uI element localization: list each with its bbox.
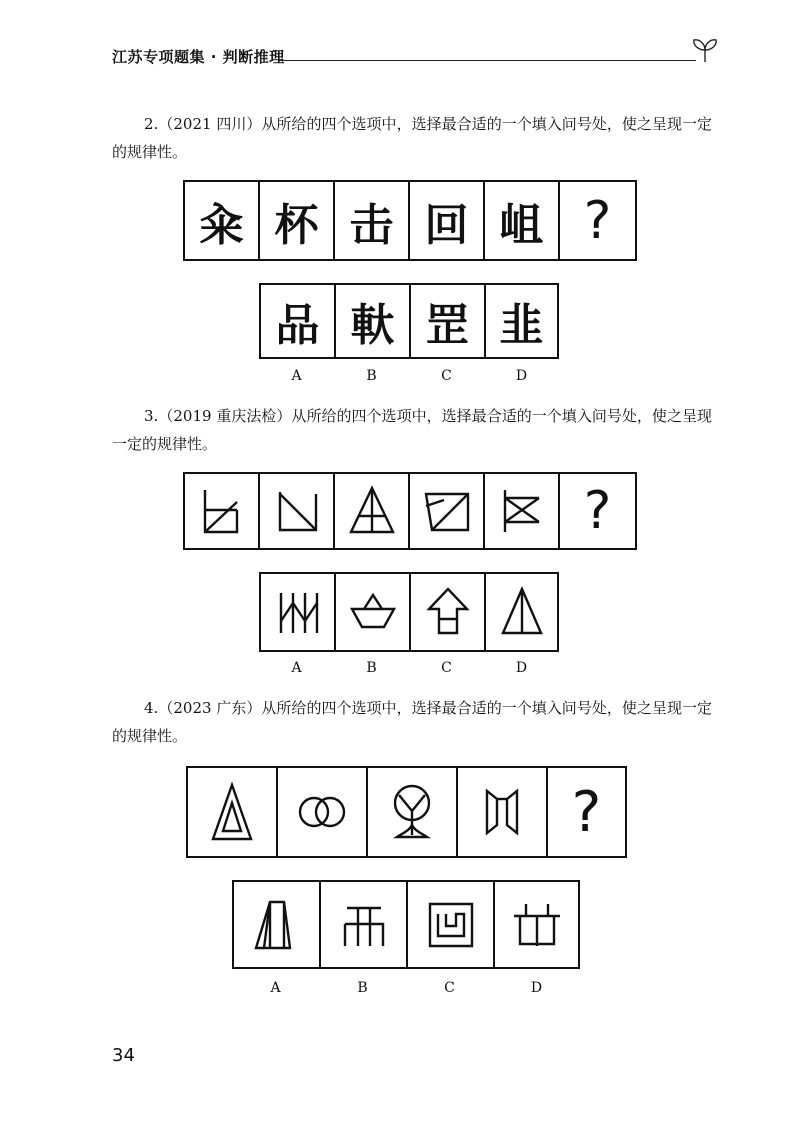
page-number: 34	[112, 1045, 135, 1066]
figure-3-3-icon	[341, 480, 403, 542]
option-label: D	[530, 980, 543, 996]
sequence-character: 岨	[499, 199, 544, 251]
option-label: B	[357, 980, 368, 996]
sequence-cell	[188, 768, 278, 856]
question-2-text: 2.（2021 四川）从所给的四个选项中，选择最合适的一个填入问号处，使之呈现一定的规律性。	[112, 115, 712, 161]
question-2-option-labels	[259, 368, 559, 384]
option-label: A	[270, 980, 281, 996]
option-label: D	[515, 660, 528, 676]
option-c[interactable]	[411, 285, 486, 357]
option-c[interactable]	[408, 882, 495, 967]
sequence-cell	[368, 768, 458, 856]
option-3-b-icon	[342, 581, 404, 643]
question-4-option-labels	[232, 980, 580, 996]
question-mark: ?	[571, 779, 602, 845]
figure-4-4-icon	[471, 781, 533, 843]
option-a[interactable]	[261, 574, 336, 650]
option-c[interactable]	[411, 574, 486, 650]
header-title: 江苏专项题集 · 判断推理	[112, 48, 285, 66]
question-mark-cell	[548, 768, 625, 856]
option-3-a-icon	[267, 581, 329, 643]
figure-3-1-icon	[191, 480, 253, 542]
sprout-icon	[690, 36, 720, 64]
option-d[interactable]	[495, 882, 578, 967]
sequence-cell	[485, 474, 560, 548]
figure-4-2-icon	[291, 781, 353, 843]
option-b[interactable]	[336, 574, 411, 650]
sequence-cell	[260, 182, 335, 259]
option-label: C	[441, 368, 452, 384]
option-d[interactable]	[486, 285, 557, 357]
option-label: A	[291, 660, 302, 676]
sequence-character: 杯	[274, 199, 319, 251]
question-mark: ?	[583, 190, 612, 251]
question-3-options	[259, 572, 559, 652]
option-b[interactable]	[336, 285, 411, 357]
option-character: 罡	[425, 300, 470, 351]
option-character: 韭	[499, 300, 544, 351]
option-a[interactable]	[234, 882, 321, 967]
question-mark-cell	[560, 182, 635, 259]
figure-3-2-icon	[266, 480, 328, 542]
sequence-character: 击	[349, 199, 394, 251]
option-4-b-icon	[333, 894, 395, 956]
option-label: B	[366, 660, 377, 676]
option-3-d-icon	[491, 581, 553, 643]
option-4-a-icon	[246, 894, 308, 956]
sequence-cell	[185, 474, 260, 548]
sequence-cell	[278, 768, 368, 856]
option-label: C	[441, 660, 452, 676]
sequence-cell	[410, 474, 485, 548]
sequence-cell	[335, 474, 410, 548]
question-mark-cell	[560, 474, 635, 548]
sequence-cell	[185, 182, 260, 259]
figure-3-4-icon	[416, 480, 478, 542]
option-character: 品	[275, 300, 320, 351]
sequence-cell	[410, 182, 485, 259]
question-3-option-labels	[259, 660, 559, 676]
sequence-cell	[458, 768, 548, 856]
sequence-cell	[335, 182, 410, 259]
option-4-c-icon	[420, 894, 482, 956]
sequence-cell	[485, 182, 560, 259]
option-4-d-icon	[506, 894, 568, 956]
question-4-options	[232, 880, 580, 969]
sequence-cell	[260, 474, 335, 548]
sequence-character: 籴	[199, 199, 244, 251]
question-2-sequence	[183, 180, 637, 261]
option-character: 軑	[350, 300, 395, 351]
figure-4-3-icon	[381, 781, 443, 843]
option-label: C	[444, 980, 455, 996]
option-label: B	[366, 368, 377, 384]
question-4-text: 4.（2023 广东）从所给的四个选项中，选择最合适的一个填入问号处，使之呈现一定的规律性。	[112, 699, 712, 745]
header-rule	[278, 60, 696, 61]
option-a[interactable]	[261, 285, 336, 357]
option-d[interactable]	[486, 574, 557, 650]
question-2-options	[259, 283, 559, 359]
sequence-character: 回	[424, 199, 469, 251]
figure-3-5-icon	[491, 480, 553, 542]
question-3-sequence	[183, 472, 637, 550]
question-mark: ?	[583, 481, 612, 541]
option-label: A	[291, 368, 302, 384]
option-label: D	[515, 368, 528, 384]
question-4-sequence	[186, 766, 627, 858]
option-3-c-icon	[417, 581, 479, 643]
option-b[interactable]	[321, 882, 408, 967]
question-3-text: 3.（2019 重庆法检）从所给的四个选项中，选择最合适的一个填入问号处，使之呈现一定的规律性。	[112, 407, 712, 453]
figure-4-1-icon	[201, 781, 263, 843]
